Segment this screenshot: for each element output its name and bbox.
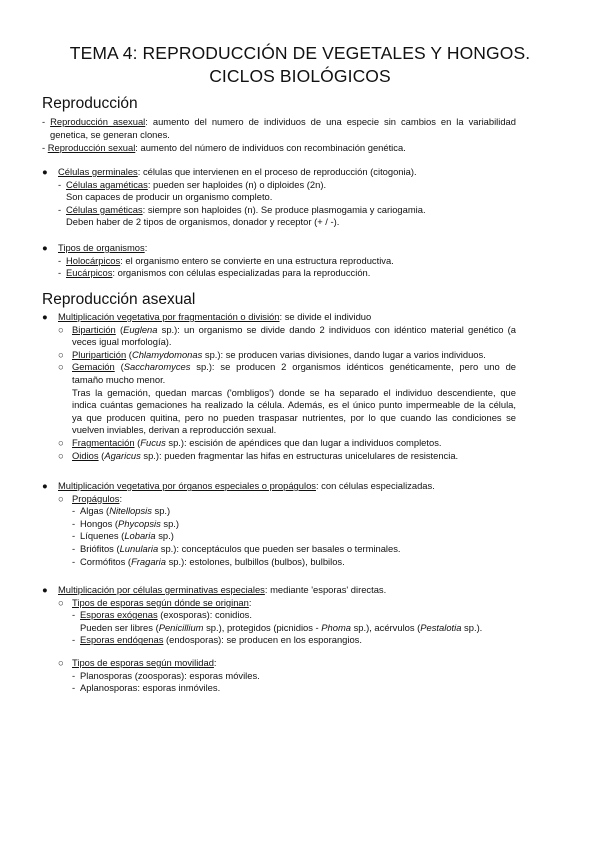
heading-reproduccion-asexual: Reproducción asexual [42,291,196,308]
list-tipos-organismos: ● Tipos de organismos: - Holocárpicos: el organismo entero se convierte en una estructura reproductiva. - Eucárpicos: organismos con células especializadas para la reproducción. [42,242,394,279]
list-germinales: ● Células germinales: células que intervienen en el proceso de reproducción (citogonia). - Células agaméticas: pueden ser haploides (n) o diploides (2n). Son capaces de producir un organismo completo. - Células gaméticas: siempre son haploides (n). Se produce plasmogamia y cariogamia. Deben haber de 2 tipos de organismos, donador y receptor (+ / -). [42,166,426,228]
page-title: TEMA 4: REPRODUCCIÓN DE VEGETALES Y HONGOS. CICLOS BIOLÓGICOS [69,43,531,86]
list-fragmentacion: ● Multiplicación vegetativa por fragmentación o división: se divide el individuo ○ Bipartición (Euglena sp.): un organismo se divide dando 2 individuos con idéntico material genético (a veces igual morfología). ○ Pluripartición (Chlamydomonas sp.): se producen varias divisiones, dando lugar a varios individuos. ○ Gemación (Saccharomyces sp.): se producen 2 organismos idénticos genéticamente, pero uno de tamaño mucho menor. Tras la gemación, quedan marcas ('ombligos') donde se ha separado el individuo descendiente, que indica cuántas gemaciones ha realizado la célula. Además, es el único punto impermeable de la célula, ya que producen quitina, pero no pueden traspasar nutrientes, por lo que cuando las condiciones se vuelven inviables, derivan a reproducción sexual. ○ Fragmentación (Fucus sp.): escisión de apéndices que dan lugar a individuos completos. ○ Oidios (Agaricus sp.): pueden fragmentar las hifas en estructuras unicelulares de resistencia. [42,311,517,461]
def-asexual: - Reproducción asexual: aumento del numero de individuos de una especie sin cambios en la variabilidad genetica, se generan clones. [42,116,516,140]
list-esporas: ● Multiplicación por células germinativas especiales: mediante 'esporas' directas. ○ Tipos de esporas según dónde se originan: - Esporas exógenas (exosporas): conidios. Pueden ser libres (Penicillium sp.), protegidos (picnidios - Phoma sp.), acérvulos (Pestalotia sp.). - Esporas endógenas (endosporas): se producen en los esporangios. ○ Tipos de esporas según movilidad: - Planosporas (zoosporas): esporas móviles. - Aplanosporas: esporas inmóviles. [42,584,483,694]
def-sexual: - Reproducción sexual: aumento del número de individuos con recombinación genética. [42,142,406,153]
list-propagulos: ● Multiplicación vegetativa por órganos especiales o propágulos: con células especializadas. ○ Propágulos: - Algas (Nitellopsis sp.) - Hongos (Phycopsis sp.) - Líquenes (Lobaria sp.) - Briófitos (Lunularia sp.): conceptáculos que pueden ser basales o terminales. - Cormófitos (Fragaria sp.): estolones, bulbillos (bulbos), bulbilos. [42,480,435,567]
heading-reproduccion: Reproducción [42,95,138,112]
